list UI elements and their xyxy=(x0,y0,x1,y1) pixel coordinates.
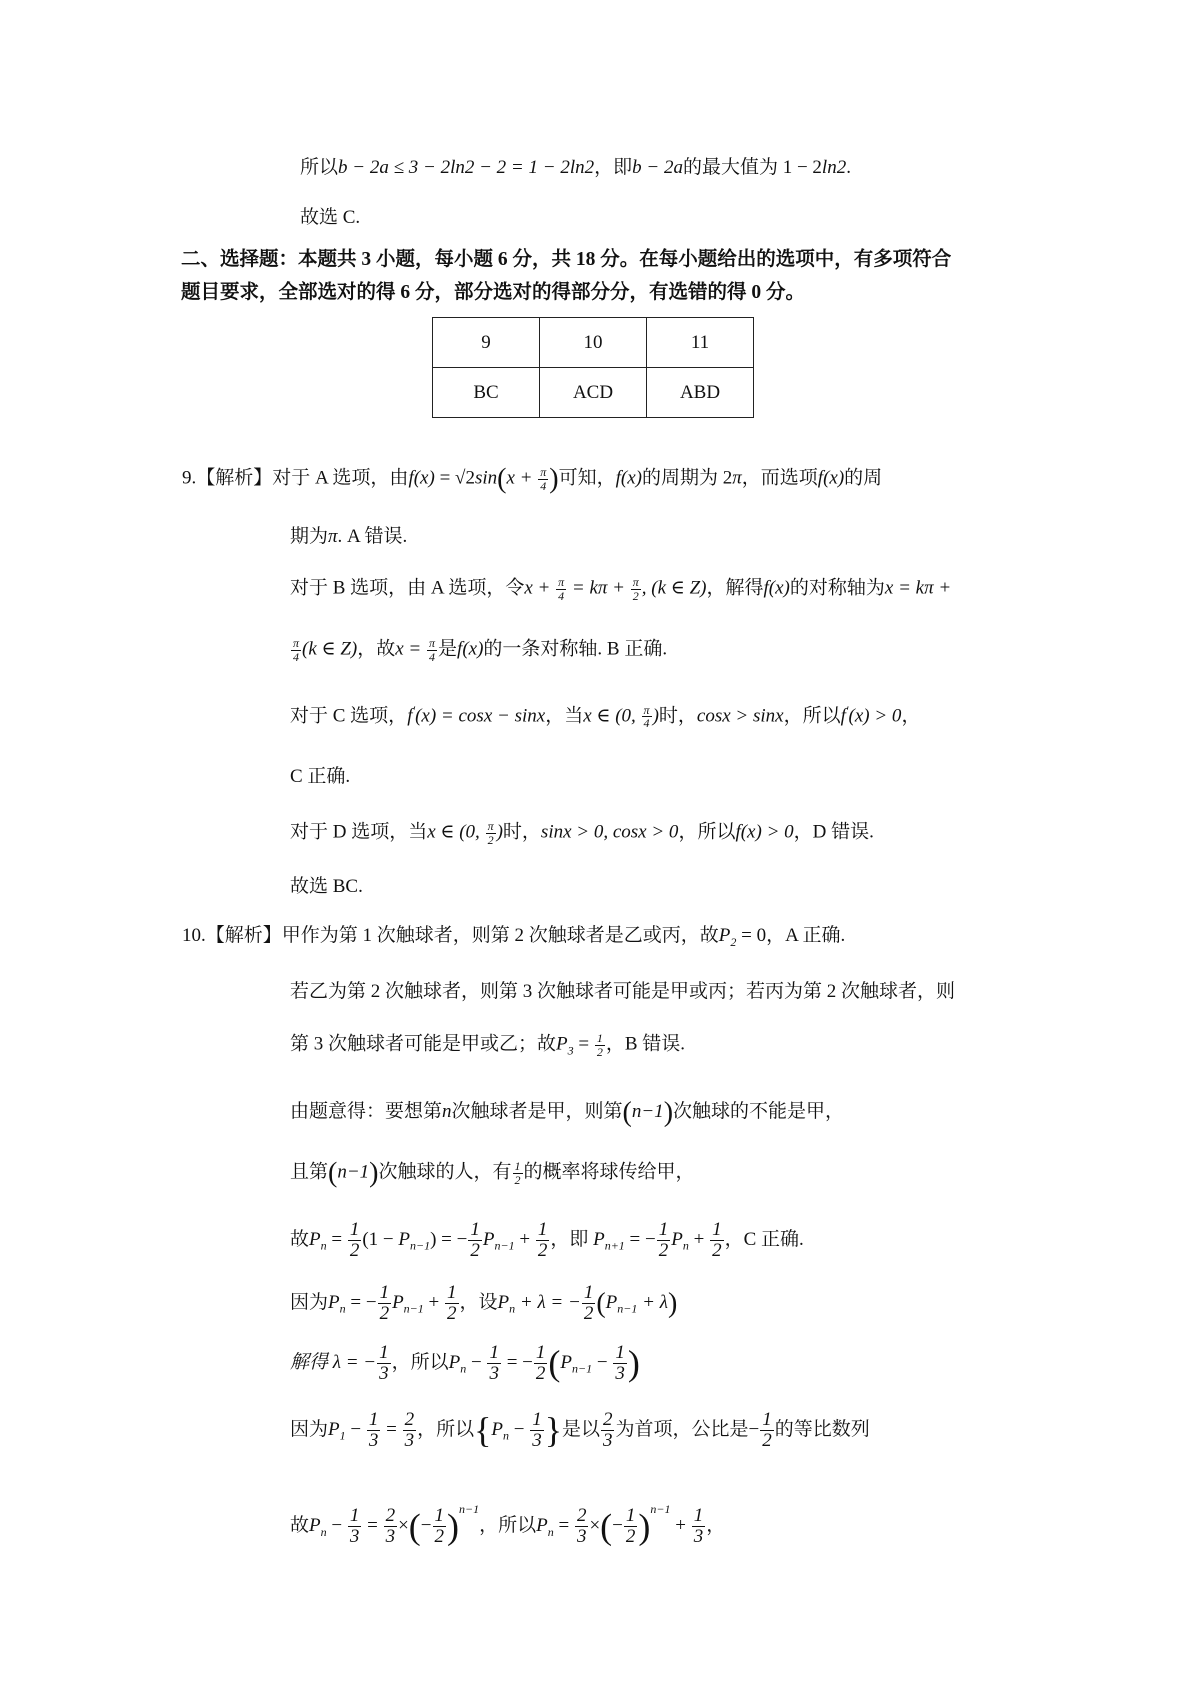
fraction xyxy=(433,1506,447,1547)
answer-table xyxy=(432,317,754,418)
denominator: 3 xyxy=(602,1429,613,1451)
numerator: π xyxy=(558,575,565,589)
denominator: 2 xyxy=(514,1172,521,1187)
numerator: 1 xyxy=(535,1342,546,1363)
math: n xyxy=(339,1301,346,1316)
denominator: 4 xyxy=(293,649,299,664)
math: n xyxy=(682,1238,689,1253)
q10-line-3 xyxy=(290,1032,685,1058)
paren: ) xyxy=(447,1506,459,1547)
numerator: π xyxy=(643,702,650,717)
math: f(x) xyxy=(457,638,484,660)
math: × xyxy=(398,1515,409,1536)
math: b − 2a ≤ 3 − 2ln2 − 2 = 1 − 2ln2 xyxy=(338,157,595,178)
numerator: 1 xyxy=(514,1159,521,1173)
text: 且第 xyxy=(290,1161,329,1183)
fraction xyxy=(377,1343,391,1384)
math: = xyxy=(553,1515,574,1536)
q9-conclusion: 故选 BC. xyxy=(290,876,363,897)
text: 对于 B 选项，由 A 选项，令 xyxy=(290,577,525,599)
denominator: 4 xyxy=(558,588,565,603)
math: = xyxy=(381,1418,402,1440)
math: 1 xyxy=(339,1428,346,1443)
fraction xyxy=(427,637,437,663)
math: n xyxy=(320,1524,327,1539)
math: = xyxy=(573,1033,594,1055)
paren: ) xyxy=(369,1157,379,1189)
math: P xyxy=(556,1033,568,1055)
text: ，所以 xyxy=(391,1351,449,1373)
q9-option-b-line-2 xyxy=(290,637,667,663)
text: ，即 xyxy=(550,1228,594,1250)
text: ，设 xyxy=(459,1291,498,1313)
math: = xyxy=(362,1515,383,1536)
text: 因为 xyxy=(290,1291,329,1313)
math: = 0 xyxy=(736,925,767,946)
math: P xyxy=(536,1515,548,1536)
text: 的对称轴为 xyxy=(789,577,885,599)
fraction xyxy=(384,1506,398,1547)
text: ，D 错误. xyxy=(793,821,874,843)
denominator: 4 xyxy=(643,716,650,731)
math: f(x) xyxy=(817,467,845,489)
numerator: 1 xyxy=(537,1219,548,1240)
numerator: 1 xyxy=(379,1282,390,1303)
denominator: 3 xyxy=(368,1429,379,1451)
math: = xyxy=(326,1228,347,1250)
math: f(x) xyxy=(615,467,642,489)
text: 由题意得：要想第 xyxy=(290,1100,443,1122)
math: (k ∈ Z) xyxy=(302,638,358,660)
math: b − 2a xyxy=(632,157,683,178)
math: cosx > sinx xyxy=(696,705,784,727)
text: ，所以 xyxy=(678,821,736,843)
math: − xyxy=(345,1418,366,1440)
denominator: 2 xyxy=(596,1044,603,1059)
paren: ) xyxy=(663,1097,674,1128)
text: ，即 xyxy=(594,157,633,178)
fraction xyxy=(367,1410,381,1451)
fraction xyxy=(487,1343,501,1384)
fraction xyxy=(486,820,496,846)
math: = kπ + xyxy=(567,577,630,599)
paren: ( xyxy=(548,1343,561,1384)
text: 的等比数列 xyxy=(774,1418,870,1440)
text: 因为 xyxy=(290,1418,329,1440)
numerator: π xyxy=(487,819,494,833)
numerator: 2 xyxy=(385,1505,396,1527)
fraction xyxy=(642,704,652,730)
math: n−1 xyxy=(631,1100,664,1122)
numerator: 1 xyxy=(693,1505,704,1527)
denominator: 2 xyxy=(434,1526,444,1548)
text: ，故 xyxy=(357,638,396,660)
numerator: 1 xyxy=(762,1409,772,1430)
math: + xyxy=(423,1291,444,1313)
text: . A 错误. xyxy=(337,526,408,547)
table-answer-row xyxy=(433,368,754,418)
paren: ) xyxy=(667,1287,678,1319)
text: ，C 正确. xyxy=(724,1228,804,1250)
text: ，而选项 xyxy=(741,467,818,489)
denominator: 2 xyxy=(658,1239,669,1261)
text: ，所以 xyxy=(479,1515,537,1536)
math: n−1 xyxy=(403,1301,424,1316)
math: (1 − xyxy=(362,1228,399,1250)
fraction xyxy=(556,576,566,602)
fraction xyxy=(468,1220,482,1261)
numerator: 1 xyxy=(489,1342,499,1363)
math: n−1 xyxy=(459,1502,480,1516)
denominator: 2 xyxy=(447,1302,457,1324)
text: ， xyxy=(706,1515,726,1536)
numerator: π xyxy=(293,636,300,650)
math: n−1 xyxy=(337,1161,370,1183)
numerator: 1 xyxy=(658,1219,669,1240)
denominator: 3 xyxy=(489,1362,499,1384)
text: 次触球的人，有 xyxy=(378,1161,512,1183)
q9-option-d-line xyxy=(290,820,874,846)
fraction xyxy=(760,1410,774,1451)
text: ，所以 xyxy=(417,1418,475,1440)
fraction xyxy=(710,1220,724,1261)
math: 解得 λ = − xyxy=(290,1351,377,1373)
numerator: 1 xyxy=(447,1282,457,1303)
math: P xyxy=(448,1351,461,1373)
math: , (k ∈ Z) xyxy=(641,577,707,599)
numerator: 1 xyxy=(349,1219,360,1240)
numerator: 2 xyxy=(602,1409,613,1430)
math: × xyxy=(589,1515,601,1536)
math: 3 xyxy=(567,1043,574,1058)
numerator: π xyxy=(540,465,547,479)
fraction xyxy=(595,1032,605,1058)
math: ′ xyxy=(412,703,416,717)
math: f(x) xyxy=(408,467,435,489)
q9-line-1 xyxy=(182,463,883,495)
fraction xyxy=(378,1283,392,1324)
q9-option-c-line-1 xyxy=(290,703,920,730)
text: 时， xyxy=(502,821,541,843)
math: 2 xyxy=(730,934,737,949)
fraction xyxy=(291,637,301,663)
table-cell: BC xyxy=(433,368,540,418)
fraction xyxy=(536,1220,550,1261)
text: 次触球者是甲，则第 xyxy=(451,1100,623,1122)
text: 时， xyxy=(658,705,697,727)
numerator: 1 xyxy=(625,1505,636,1527)
table-header-row xyxy=(433,318,754,368)
fraction xyxy=(613,1343,627,1384)
q10-line-5 xyxy=(290,1157,695,1189)
paren: ) xyxy=(627,1343,640,1384)
table-cell: 10 xyxy=(540,318,647,368)
math: P xyxy=(560,1351,573,1373)
numerator: 1 xyxy=(712,1219,722,1240)
math: f xyxy=(407,705,413,727)
numerator: 2 xyxy=(576,1505,587,1527)
math: x ∈ (0, xyxy=(427,821,485,843)
q10-line-4 xyxy=(290,1097,845,1128)
math: n−1 xyxy=(617,1301,638,1316)
math: − xyxy=(466,1351,487,1373)
table-cell: 9 xyxy=(433,318,540,368)
math: f(x) > 0 xyxy=(735,821,794,843)
math: x + xyxy=(506,467,538,489)
text: 次触球的不能是甲， xyxy=(673,1100,845,1122)
paren: ( xyxy=(622,1097,632,1128)
math: = − xyxy=(345,1291,377,1313)
text: ， xyxy=(901,705,921,727)
intro-line-2: 故选 C. xyxy=(300,207,361,228)
math: x = xyxy=(395,638,427,660)
denominator: 2 xyxy=(537,1239,548,1261)
math: n xyxy=(320,1238,327,1253)
numerator: 1 xyxy=(379,1342,389,1363)
q9-option-b-line-1 xyxy=(290,576,951,602)
math: + λ = − xyxy=(515,1291,581,1313)
math: P xyxy=(497,1291,510,1313)
section-heading-line-2: 题目要求，全部选对的得 6 分，部分选对的得部分分，有选错的得 0 分。 xyxy=(181,282,806,303)
table-cell: ABD xyxy=(647,368,754,418)
numerator: 1 xyxy=(434,1505,444,1527)
numerator: 1 xyxy=(596,1031,603,1045)
numerator: 1 xyxy=(583,1282,594,1303)
math: π xyxy=(732,467,742,489)
denominator: 2 xyxy=(583,1302,594,1324)
math: ln2 xyxy=(821,157,847,178)
fraction xyxy=(513,1160,523,1186)
numerator: 2 xyxy=(404,1409,415,1430)
math: sinx > 0, cosx > 0 xyxy=(540,821,679,843)
denominator: 3 xyxy=(532,1429,542,1451)
text: ，所以 xyxy=(783,705,841,727)
math: P xyxy=(491,1418,503,1440)
fraction xyxy=(530,1410,544,1451)
math: f xyxy=(840,705,846,727)
math: P xyxy=(309,1515,321,1536)
math: x = kπ + xyxy=(884,577,952,599)
q10-line-2: 若乙为第 2 次触球者，则第 3 次触球者可能是甲或丙；若丙为第 2 次触球者，则 xyxy=(290,981,956,1002)
paren: ( xyxy=(596,1287,606,1319)
text: 对于 D 选项，当 xyxy=(290,821,428,843)
math: − xyxy=(592,1351,613,1373)
text: 对于 C 选项， xyxy=(290,705,408,727)
section-heading-line-1: 二、选择题：本题共 3 小题，每小题 6 分，共 18 分。在每小题给出的选项中，有多项符合 xyxy=(181,249,952,270)
q9-option-c-line-2: C 正确. xyxy=(290,766,351,787)
math: π xyxy=(328,526,338,547)
fraction xyxy=(692,1506,706,1547)
table-cell: ACD xyxy=(540,368,647,418)
denominator: 2 xyxy=(625,1526,636,1548)
paren: ) xyxy=(638,1506,651,1547)
text: 是 xyxy=(438,638,458,660)
q10-line-10 xyxy=(290,1502,725,1547)
denominator: 2 xyxy=(632,588,639,603)
math: n+1 xyxy=(604,1238,625,1253)
q10-line-9 xyxy=(290,1410,870,1451)
math: + λ xyxy=(637,1291,668,1313)
math: P xyxy=(718,925,731,946)
text: 的周 xyxy=(844,467,883,489)
math: ′ xyxy=(845,703,849,717)
fraction xyxy=(582,1283,596,1324)
text: 的最大值为 1 − 2 xyxy=(682,157,822,178)
q10-line-6 xyxy=(290,1220,804,1261)
numerator: 1 xyxy=(532,1409,542,1430)
paren: ( xyxy=(408,1506,421,1547)
numerator: 1 xyxy=(368,1409,379,1430)
math: P xyxy=(482,1228,495,1250)
paren: ) xyxy=(549,463,559,495)
text: ，解得 xyxy=(706,577,764,599)
math: ) xyxy=(652,705,659,727)
q10-line-8 xyxy=(290,1343,640,1384)
brace: { xyxy=(474,1410,492,1451)
math: P xyxy=(398,1228,410,1250)
denominator: 2 xyxy=(762,1429,772,1451)
text: 10.【解析】甲作为第 1 次触球者，则第 2 次触球者是乙或丙，故 xyxy=(182,925,719,946)
text: 的概率将球传给甲， xyxy=(523,1161,695,1183)
math: ) xyxy=(496,821,503,843)
fraction xyxy=(403,1410,417,1451)
numerator: π xyxy=(429,636,436,650)
paren: ( xyxy=(328,1157,338,1189)
math: + xyxy=(688,1228,710,1250)
denominator: 3 xyxy=(404,1429,415,1451)
denominator: 2 xyxy=(487,832,494,847)
denominator: 2 xyxy=(349,1239,360,1261)
numerator: π xyxy=(632,575,639,589)
math: P xyxy=(328,1291,340,1313)
fraction xyxy=(657,1220,671,1261)
denominator: 3 xyxy=(693,1526,704,1548)
math: √2 xyxy=(455,467,475,489)
fraction xyxy=(624,1506,638,1547)
fraction xyxy=(348,1506,362,1547)
text: 的一条对称轴. B 正确. xyxy=(483,638,668,660)
fraction xyxy=(575,1506,589,1547)
math: = − xyxy=(501,1351,533,1373)
fraction xyxy=(534,1343,548,1384)
math: n xyxy=(460,1361,467,1376)
math: n−1 xyxy=(410,1238,431,1253)
denominator: 4 xyxy=(429,649,436,664)
text: 第 3 次触球者可能是甲或乙；故 xyxy=(290,1033,557,1055)
math: x ∈ (0, xyxy=(583,705,641,727)
text: 期为 xyxy=(290,526,329,547)
math: n−1 xyxy=(572,1361,593,1376)
math: sin xyxy=(474,467,498,489)
text: 故 xyxy=(290,1515,310,1536)
fraction xyxy=(538,466,548,492)
math: n−1 xyxy=(494,1238,515,1253)
math: − xyxy=(612,1515,623,1536)
text: . xyxy=(846,157,851,178)
text: 是以 xyxy=(561,1418,600,1440)
math: (x) > 0 xyxy=(848,705,902,727)
fraction xyxy=(348,1220,362,1261)
denominator: 3 xyxy=(385,1526,396,1548)
math: + xyxy=(670,1515,691,1536)
math: = xyxy=(434,467,456,489)
numerator: 1 xyxy=(349,1505,360,1527)
math: − xyxy=(420,1515,432,1536)
text: 所以 xyxy=(300,157,339,178)
text: 为首项，公比是 xyxy=(615,1418,749,1440)
paren: ( xyxy=(600,1506,613,1547)
math: x + xyxy=(524,577,556,599)
text: 的周期为 2 xyxy=(641,467,733,489)
numerator: 1 xyxy=(470,1219,480,1240)
math: P xyxy=(328,1418,340,1440)
text: ，B 错误. xyxy=(605,1033,686,1055)
fraction xyxy=(445,1283,459,1324)
math: − xyxy=(508,1418,530,1440)
denominator: 3 xyxy=(379,1362,389,1384)
math: n xyxy=(442,1100,452,1122)
text: 可知， xyxy=(558,467,616,489)
math: P xyxy=(309,1228,321,1250)
denominator: 2 xyxy=(470,1239,480,1261)
math: f(x) xyxy=(763,577,790,599)
denominator: 2 xyxy=(712,1239,722,1261)
fraction xyxy=(601,1410,615,1451)
math: n xyxy=(502,1428,509,1443)
q10-line-7 xyxy=(290,1283,677,1324)
math: (x) = cosx − sinx xyxy=(415,705,546,727)
denominator: 4 xyxy=(540,478,547,493)
table-cell: 11 xyxy=(647,318,754,368)
denominator: 3 xyxy=(576,1526,587,1548)
math: P xyxy=(671,1228,683,1250)
math: n xyxy=(509,1301,516,1316)
denominator: 3 xyxy=(349,1526,360,1548)
math: P xyxy=(392,1291,404,1313)
text: 9.【解析】对于 A 选项，由 xyxy=(182,467,409,489)
math: n−1 xyxy=(650,1502,671,1516)
math: − xyxy=(326,1515,347,1536)
math: P xyxy=(605,1291,618,1313)
math: = − xyxy=(624,1228,656,1250)
denominator: 3 xyxy=(615,1362,625,1384)
intro-line-1 xyxy=(300,157,851,180)
text: ，A 正确. xyxy=(766,925,846,946)
denominator: 2 xyxy=(535,1362,546,1384)
paren: ( xyxy=(497,463,507,495)
math: P xyxy=(593,1228,605,1250)
q10-line-1 xyxy=(182,925,845,949)
math: − xyxy=(748,1418,760,1440)
numerator: 1 xyxy=(615,1342,625,1363)
brace: } xyxy=(544,1410,562,1451)
math: + xyxy=(514,1228,535,1250)
math: ) = − xyxy=(430,1228,468,1250)
text: ，当 xyxy=(545,705,584,727)
denominator: 2 xyxy=(379,1302,390,1324)
math: n xyxy=(547,1524,554,1539)
fraction xyxy=(631,576,641,602)
text: 故 xyxy=(290,1228,310,1250)
q9-line-2 xyxy=(290,526,407,549)
